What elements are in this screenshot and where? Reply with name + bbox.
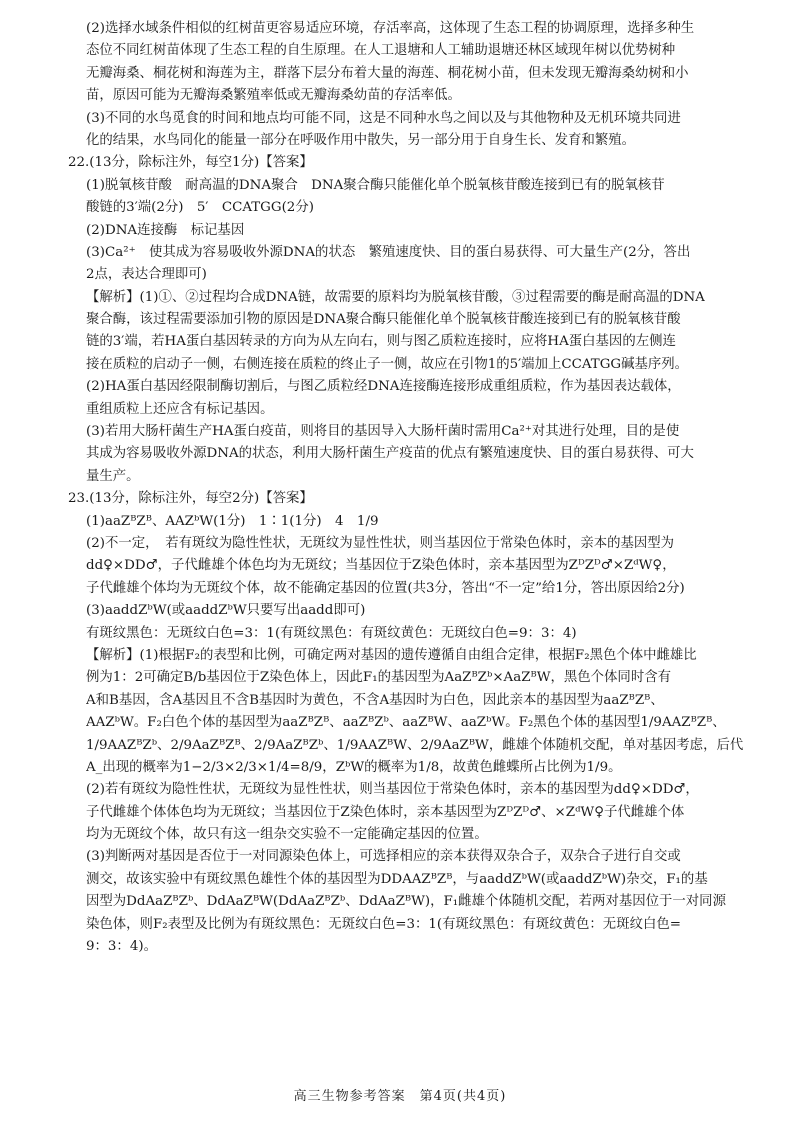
text-line: 重组质粒上还应含有标记基因。 bbox=[86, 401, 274, 417]
text-line: 化的结果，水鸟同化的能量一部分在呼吸作用中散失，另一部分用于自身生长、发育和繁殖。 bbox=[86, 132, 636, 148]
page-footer: 高三生物参考答案 第4页(共4页) bbox=[293, 1089, 507, 1104]
text-line: 均为无斑纹个体，故只有这一组杂交实验不一定能确定基因的位置。 bbox=[86, 827, 488, 843]
text-line: (3)aaddZᵇW(或aaddZᵇW只要写出aadd即可) bbox=[86, 603, 366, 619]
question-22-heading: 22.(13分，除标注外，每空1分)【答案】 bbox=[68, 155, 313, 171]
text-line: 接在质粒的启动子一侧，右侧连接在质粒的终止子一侧，故应在引物1的5′端加上CCATGG碱基序列。 bbox=[86, 356, 689, 372]
text-line: 链的3′端，若HA蛋白基因转录的方向为从左向右，则与图乙质粒连接时，应将HA蛋白基因的左侧连 bbox=[86, 334, 676, 350]
text-line: A和B基因，含A基因且不含B基因时为黄色，不含A基因时为白色，因此亲本的基因型为aaZᴮZᴮ、 bbox=[86, 692, 664, 708]
text-line: 因型为DdAaZᴮZᵇ、DdAaZᴮW(DdAaZᴮZᵇ、DdAaZᴮW)，F₁雌雄个体随机交配，若两对基因位于一对同源 bbox=[86, 894, 726, 910]
text-line: (2)选择水域条件相似的红树苗更容易适应环境，存活率高，这体现了生态工程的协调原理，选择多种生 bbox=[86, 21, 695, 36]
text-line: (3)若用大肠杆菌生产HA蛋白疫苗，则将目的基因导入大肠杆菌时需用Ca²⁺对其进行处理，目的是使 bbox=[86, 424, 680, 440]
text-line: 其成为容易吸收外源DNA的状态，利用大肠杆菌生产疫苗的优点有繁殖速度快、目的蛋白易获得、可大 bbox=[86, 446, 694, 462]
text-line: 子代雌雄个体体色均为无斑纹；当基因位于Z染色体时，亲本基因型为ZᴰZᴰ♂、×ZᵈW♀子代雌雄个体 bbox=[86, 804, 685, 820]
text-line: (1)脱氧核苷酸 耐高温的DNA聚合 DNA聚合酶只能催化单个脱氧核苷酸连接到已有的脱氧核苷 bbox=[86, 177, 665, 193]
text-line: 子代雌雄个体均为无斑纹个体，故不能确定基因的位置(共3分，答出“不一定”给1分，答出原因给2分) bbox=[86, 580, 685, 596]
text-line: 测交，故该实验中有斑纹黑色雄性个体的基因型为DDAAZᴮZᴮ，与aaddZᵇW(或aaddZᵇW)杂交，F₁的基 bbox=[86, 871, 708, 887]
text-line: 【解析】(1)①、②过程均合成DNA链，故需要的原料均为脱氧核苷酸，③过程需要的酶是耐高温的DNA bbox=[86, 289, 705, 305]
text-line: 态位不同红树苗体现了生态工程的自生原理。在人工退塘和人工辅助退塘还林区域现年树以优势树种 bbox=[86, 43, 676, 59]
text-line: (2)若有斑纹为隐性性状，无斑纹为显性性状，则当基因位于常染色体时，亲本的基因型为dd♀×DD♂， bbox=[86, 782, 699, 798]
answer-content bbox=[68, 18, 748, 958]
text-line: (1)aaZᴮZᴮ、AAZᵇW(1分) 1∶1(1分) 4 1/9 bbox=[86, 513, 379, 529]
text-line: 【解析】(1)根据F₂的表型和比例，可确定两对基因的遗传遵循自由组合定律，根据F₂黑色个体中雌雄比 bbox=[86, 647, 697, 663]
text-line: 无瓣海桑、桐花树和海莲为主，群落下层分布着大量的海莲、桐花树小苗，但未发现无瓣海桑幼树和小 bbox=[86, 65, 689, 81]
text-line: dd♀×DD♂，子代雌雄个体色均为无斑纹；当基因位于Z染色体时，亲本基因型为ZᴰZᴰ♂×ZᵈW♀， bbox=[86, 558, 676, 574]
question-23-heading: 23.(13分，除标注外，每空2分)【答案】 bbox=[68, 491, 313, 507]
text-line: 聚合酶，该过程需要添加引物的原因是DNA聚合酶只能催化单个脱氧核苷酸连接到已有的脱氧核苷酸 bbox=[86, 312, 681, 328]
text-line: 1/9AAZᴮZᵇ、2/9AaZᴮZᴮ、2/9AaZᴮZᵇ、1/9AAZᴮW、2/9AaZᴮW，雌雄个体随机交配，单对基因考虑，后代 bbox=[86, 737, 744, 753]
text-line: 例为1：2可确定B/b基因位于Z染色体上，因此F₁的基因型为AaZᴮZᵇ×AaZᴮW，黑色个体同时含有 bbox=[86, 670, 671, 686]
text-line: 苗，原因可能为无瓣海桑繁殖率低或无瓣海桑幼苗的存活率低。 bbox=[86, 88, 461, 104]
text-line: AAZᵇW。F₂白色个体的基因型为aaZᴮZᴮ、aaZᴮZᵇ、aaZᴮW、aaZᵇW。F₂黑色个体的基因型1/9AAZᴮZᴮ、 bbox=[86, 715, 726, 731]
text-line: 量生产。 bbox=[86, 468, 140, 484]
text-line: 9：3：4)。 bbox=[86, 939, 157, 955]
text-line: (3)Ca²⁺ 使其成为容易吸收外源DNA的状态 繁殖速度快、目的蛋白易获得、可大量生产(2分，答出 bbox=[86, 244, 691, 260]
text-line: (3)判断两对基因是否位于一对同源染色体上，可选择相应的亲本获得双杂合子，双杂合子进行自交或 bbox=[86, 849, 681, 865]
text-line: 酸链的3′端(2分) 5′ CCATGG(2分) bbox=[86, 200, 314, 216]
text-line: 染色体，则F₂表型及比例为有斑纹黑色：无斑纹白色=3：1(有斑纹黑色：有斑纹黄色：无斑纹白色= bbox=[86, 916, 681, 932]
text-line: (3)不同的水鸟觅食的时间和地点均可能不同，这是不同种水鸟之间以及与其他物种及无机环境共同进 bbox=[86, 110, 681, 126]
text-line: (2)HA蛋白基因经限制酶切割后，与图乙质粒经DNA连接酶连接形成重组质粒，作为基因表达载体， bbox=[86, 379, 681, 395]
text-line: (2)不一定， 若有斑纹为隐性性状，无斑纹为显性性状，则当基因位于常染色体时，亲本的基因型为 bbox=[86, 535, 675, 551]
text-line: 2点，表达合理即可) bbox=[86, 267, 207, 283]
text-line: (2)DNA连接酶 标记基因 bbox=[86, 222, 245, 238]
text-line: A_出现的概率为1−2/3×2/3×1/4=8/9，ZᵇW的概率为1/8，故黄色雌蝶所占比例为1/9。 bbox=[86, 759, 622, 775]
text-line: 有斑纹黑色：无斑纹白色=3：1(有斑纹黑色：有斑纹黄色：无斑纹白色=9：3：4) bbox=[86, 625, 577, 641]
